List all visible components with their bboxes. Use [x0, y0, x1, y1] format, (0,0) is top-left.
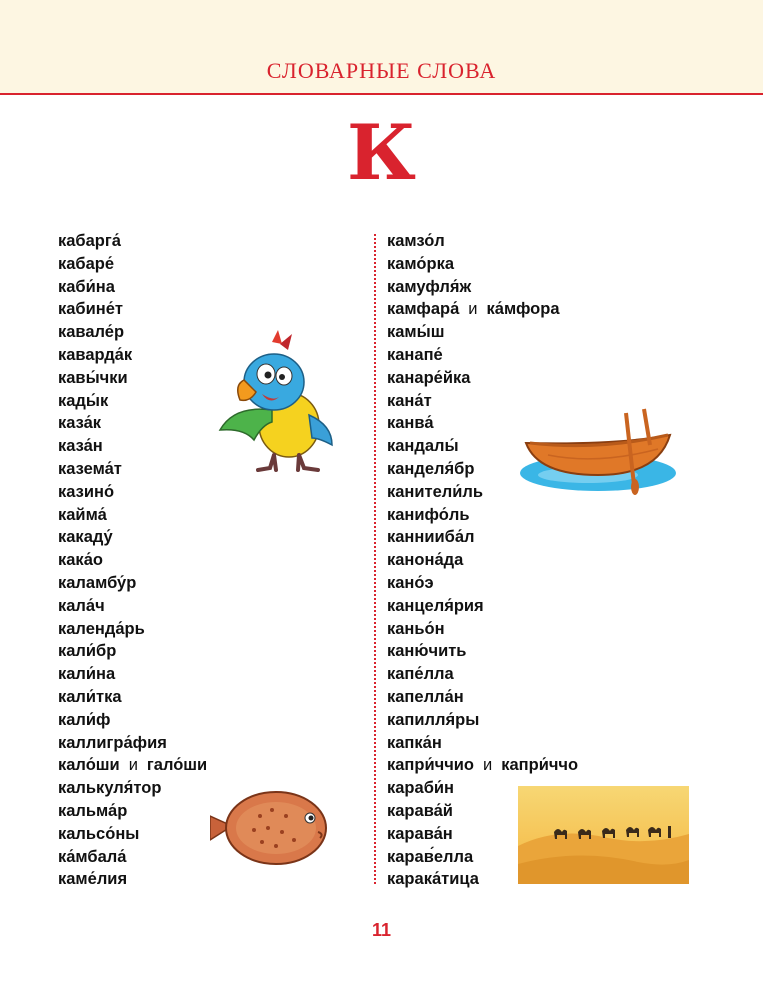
dictionary-word [58, 868, 207, 891]
word-text: ка́мфора [486, 300, 560, 319]
word-text: каме́лия [58, 870, 128, 889]
word-text: ка́мбала́ [58, 847, 127, 866]
dictionary-word [58, 663, 207, 686]
dictionary-word [58, 230, 207, 253]
dictionary-word [58, 504, 207, 527]
word-text: камо́рка [387, 254, 455, 273]
dictionary-word [387, 640, 578, 663]
conjunction: и [128, 756, 138, 775]
word-text: кальма́р [58, 801, 128, 820]
word-column-left [58, 230, 207, 891]
word-text: гало́ши [146, 756, 208, 775]
dictionary-word [387, 526, 578, 549]
dictionary-word [58, 276, 207, 299]
word-text: каннииба́л [387, 528, 475, 547]
word-text: капка́н [387, 733, 442, 752]
dictionary-word [387, 298, 578, 321]
word-text: капе́лла [387, 665, 454, 684]
conjunction: и [483, 756, 493, 775]
word-text: карава́н [387, 824, 453, 843]
word-text: кайма́ [58, 505, 107, 524]
dictionary-word [58, 526, 207, 549]
dictionary-word [58, 549, 207, 572]
boat-illustration [518, 405, 678, 498]
dictionary-word [58, 823, 207, 846]
dictionary-word [387, 344, 578, 367]
dictionary-word [387, 549, 578, 572]
word-text: кабаре́ [58, 254, 115, 273]
parrot-illustration [214, 330, 336, 475]
dictionary-word [58, 253, 207, 276]
word-text: камы́ш [387, 323, 445, 342]
dictionary-word [58, 754, 207, 777]
word-text: кака́о [58, 551, 103, 570]
word-text: канифо́ль [387, 505, 470, 524]
word-text: камзо́л [387, 232, 445, 250]
word-text: калькуля́тор [58, 779, 162, 798]
word-text: кали́бр [58, 642, 117, 661]
column-divider [374, 234, 376, 884]
dictionary-word [58, 640, 207, 663]
dictionary-word [58, 458, 207, 481]
word-text: камуфля́ж [387, 277, 472, 296]
dictionary-word [58, 344, 207, 367]
dictionary-word [58, 367, 207, 390]
dictionary-word [387, 709, 578, 732]
dictionary-word [58, 618, 207, 641]
word-text: камфара́ [387, 300, 460, 319]
dictionary-word [387, 321, 578, 344]
word-text: кандалы́ [387, 437, 459, 456]
word-text: канаре́йка [387, 368, 471, 387]
word-text: капелла́н [387, 687, 464, 706]
desert-caravan-illustration [518, 786, 689, 884]
dictionary-word [387, 367, 578, 390]
dictionary-word [58, 412, 207, 435]
dictionary-word [58, 572, 207, 595]
word-text: канцеля́рия [387, 596, 484, 615]
dictionary-word [58, 390, 207, 413]
word-text: календа́рь [58, 619, 145, 638]
header-divider [0, 93, 763, 95]
dictionary-word [387, 572, 578, 595]
word-text: кали́ф [58, 710, 111, 729]
word-text: карав́елла [387, 847, 474, 866]
word-text: канона́да [387, 551, 464, 570]
dictionary-word [387, 253, 578, 276]
word-text: каньо́н [387, 619, 445, 638]
dictionary-word [58, 709, 207, 732]
word-text: кавале́р [58, 323, 125, 342]
word-text: кальсо́ны [58, 824, 140, 843]
word-text: казема́т [58, 459, 122, 478]
page-number: 11 [371, 920, 392, 940]
dictionary-word [387, 754, 578, 777]
word-text: канделя́бр [387, 459, 475, 478]
dictionary-word [387, 618, 578, 641]
word-text: карава́й [387, 801, 453, 820]
section-title: СЛОВАРНЫЕ СЛОВА [266, 58, 497, 83]
dictionary-word [387, 504, 578, 527]
dictionary-word [58, 686, 207, 709]
dictionary-word [58, 732, 207, 755]
word-text: канапе́ [387, 345, 443, 364]
word-text: кали́на [58, 665, 116, 684]
word-text: каза́к [58, 414, 102, 433]
word-text: кана́т [387, 391, 432, 410]
word-text: кано́э [387, 573, 434, 592]
flounder-illustration [210, 786, 332, 868]
word-text: казино́ [58, 482, 115, 501]
dictionary-word [387, 230, 578, 253]
word-text: капилля́ры [387, 710, 480, 729]
word-text: каллигра́фия [58, 733, 167, 752]
word-text: какаду́ [58, 528, 113, 547]
dictionary-word [387, 276, 578, 299]
word-text: капри́ччио [387, 756, 475, 775]
word-text: кало́ши [58, 756, 120, 775]
word-text: каза́н [58, 437, 103, 456]
word-text: каби́на [58, 277, 115, 296]
dictionary-word [58, 321, 207, 344]
word-text: каню́чить [387, 642, 467, 661]
dictionary-word [387, 686, 578, 709]
word-text: канители́ль [387, 482, 484, 501]
word-text: кабарга́ [58, 232, 121, 250]
word-text: кала́ч [58, 596, 105, 615]
dictionary-word [58, 777, 207, 800]
dictionary-word [387, 595, 578, 618]
word-text: кавы́чки [58, 368, 128, 387]
word-text: кали́тка [58, 687, 122, 706]
dictionary-word [58, 800, 207, 823]
dictionary-word [58, 435, 207, 458]
word-text: канва́ [387, 414, 434, 433]
conjunction: и [468, 300, 478, 319]
dictionary-word [387, 663, 578, 686]
word-text: капри́ччо [501, 756, 579, 775]
dictionary-word [387, 732, 578, 755]
dictionary-word [58, 595, 207, 618]
word-text: кады́к [58, 391, 109, 410]
word-text: караби́н [387, 779, 454, 798]
dictionary-word [58, 298, 207, 321]
word-text: кабине́т [58, 300, 123, 319]
word-text: каламбу́р [58, 573, 137, 592]
dictionary-word [58, 846, 207, 869]
word-text: карака́тица [387, 870, 479, 889]
chapter-letter: К [346, 108, 417, 197]
dictionary-word [58, 481, 207, 504]
word-text: каварда́к [58, 345, 133, 364]
